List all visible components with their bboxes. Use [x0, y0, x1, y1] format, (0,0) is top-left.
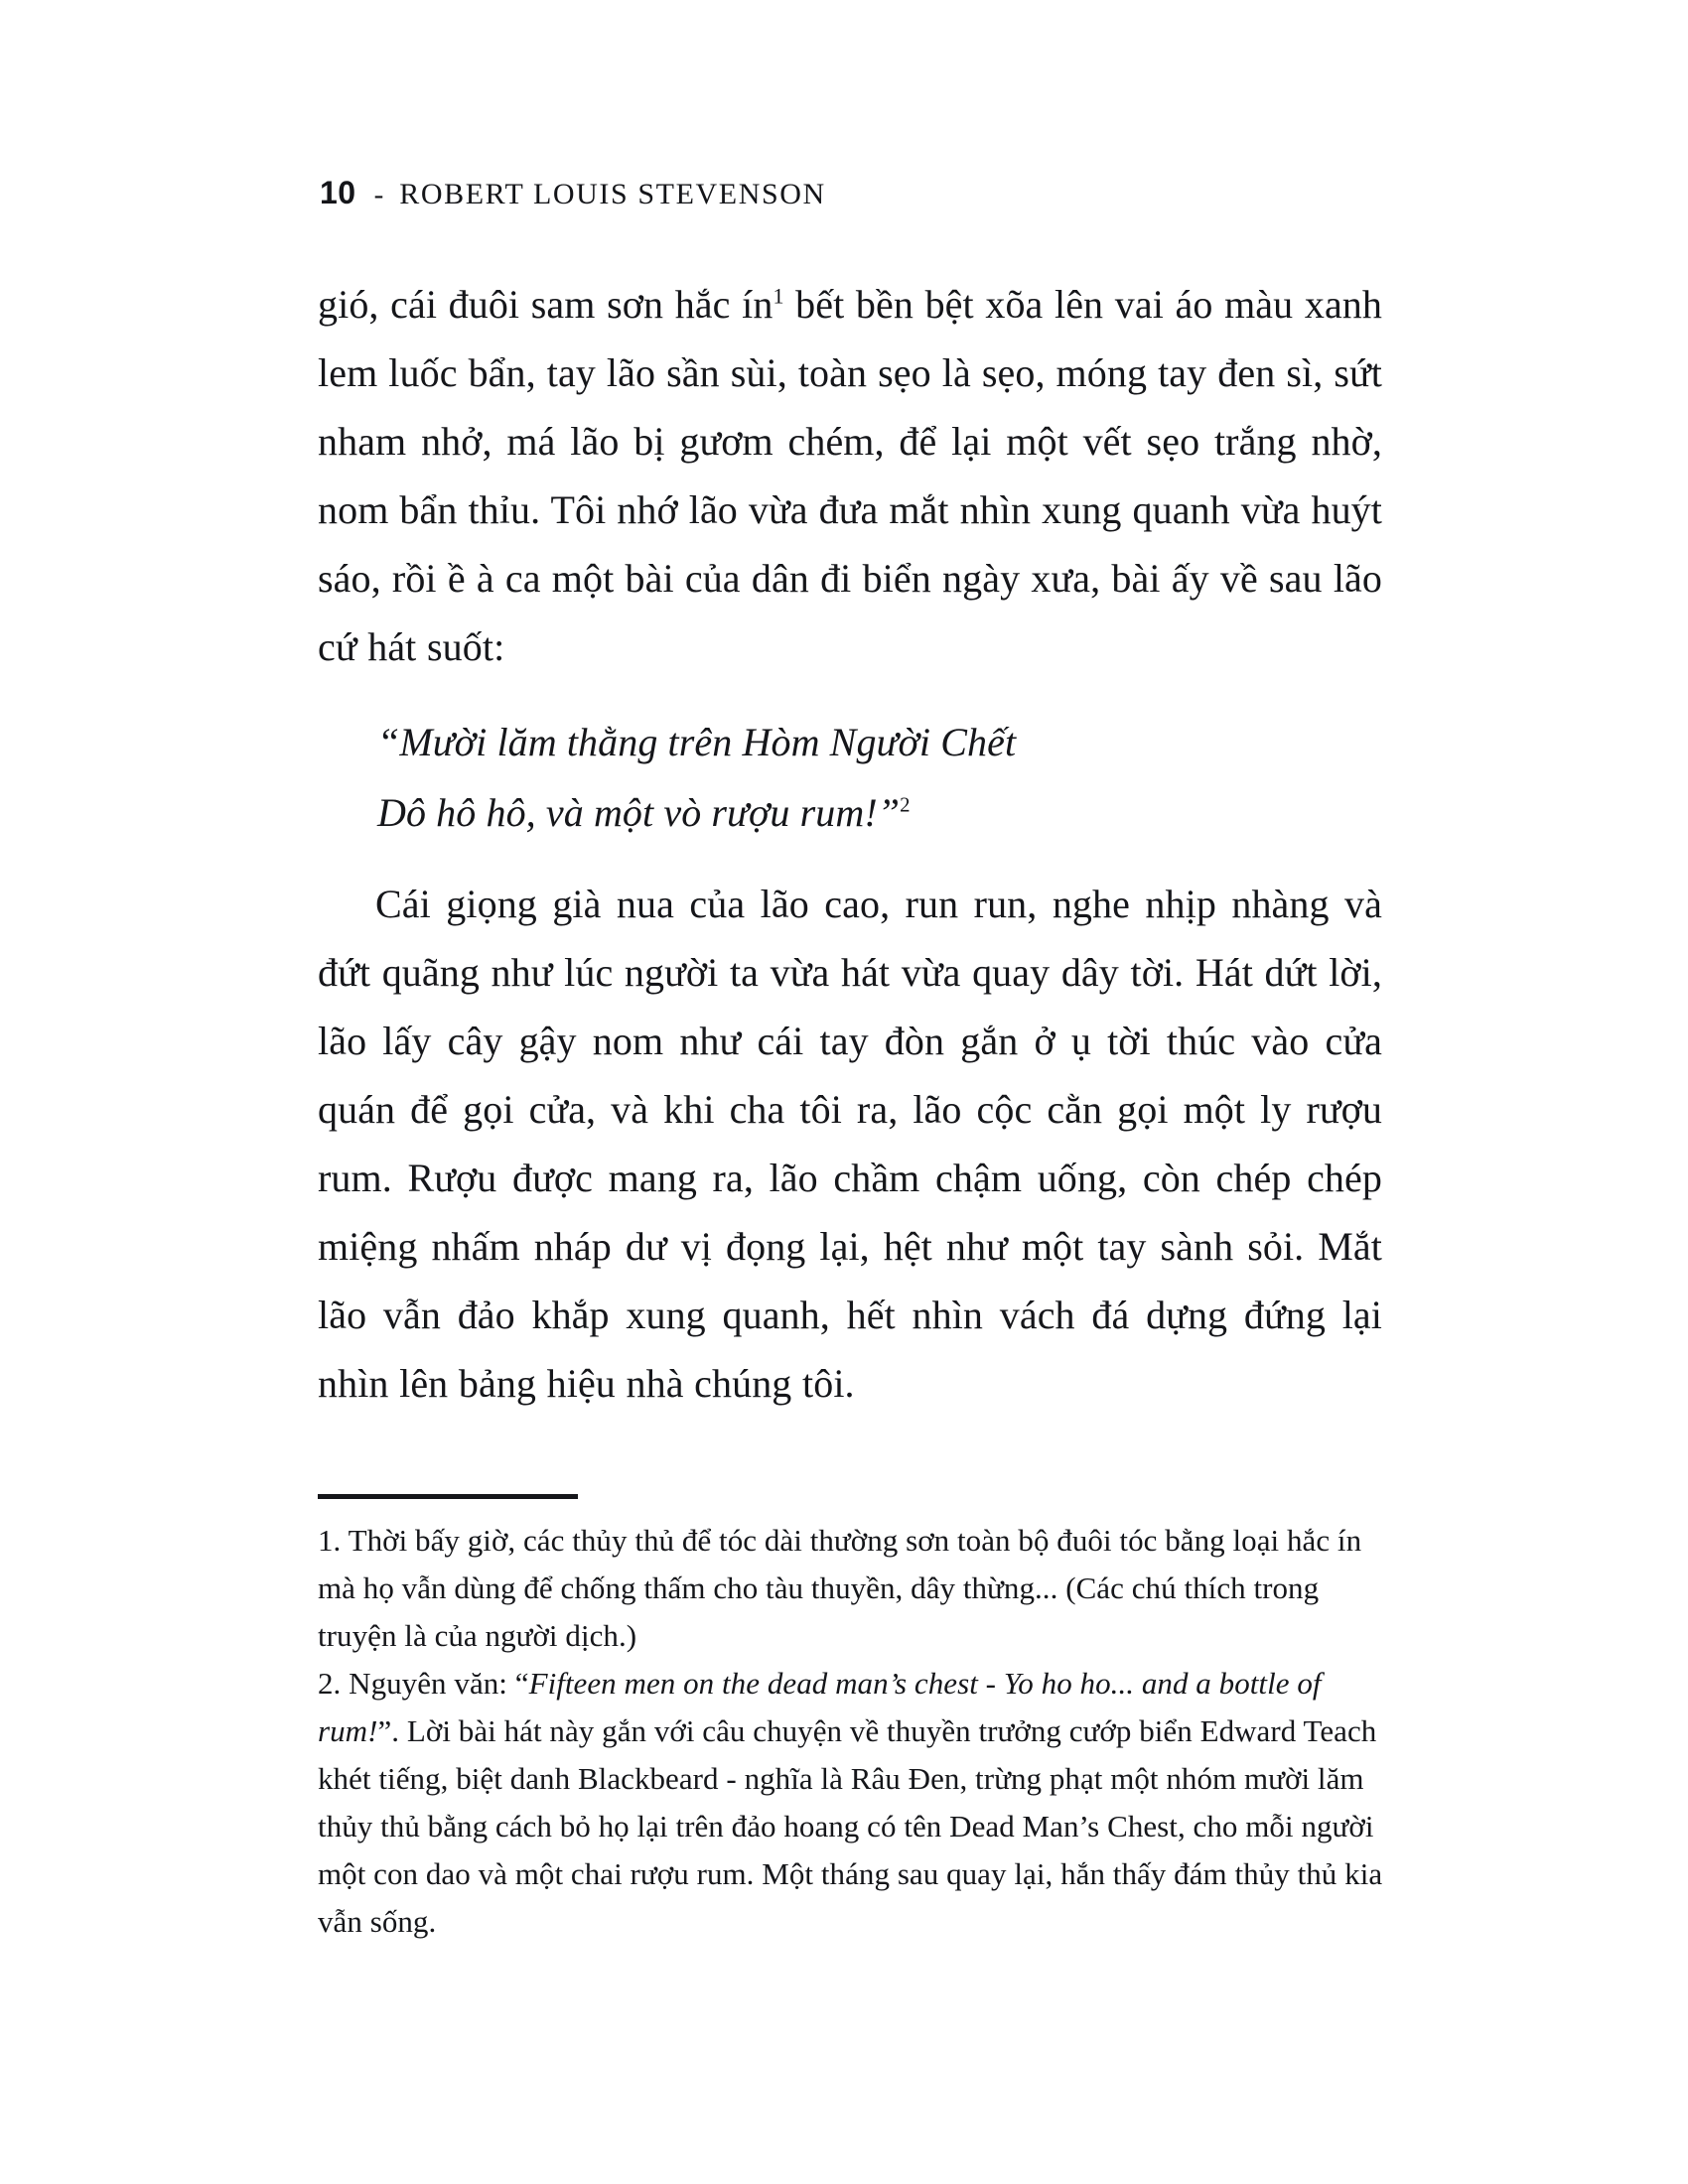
verse-line-2 [377, 777, 1382, 848]
running-head-separator: - [373, 179, 384, 210]
body-paragraph-2: Cái giọng già nua của lão cao, run run, nghe nhịp nhàng và đứt quãng như lúc người ta vừa hát vừa quay dây tời. Hát dứt lời, lão lấy cây gậy nom như cái tay đòn gắn ở ụ tời thúc vào cửa quán để gọi cửa, và khi cha tôi ra, lão cộc cằn gọi một ly rượu rum. Rượu được mang ra, lão chầm chậm uống, còn chép chép miệng nhấm nháp dư vị đọng lại, hệt như một tay sành sỏi. Mắt lão vẫn đảo khắp xung quanh, hết nhìn vách đá dựng đứng lại nhìn lên bảng hiệu nhà chúng tôi. [318, 882, 1382, 1406]
footnote-separator-rule [318, 1494, 578, 1499]
footnote-marker-2[interactable]: 2 [900, 793, 911, 817]
verse-line-1: “Mười lăm thằng trên Hòm Người Chết [377, 720, 1017, 764]
footnote-section [318, 1494, 1388, 1946]
song-verse-block [318, 707, 1382, 848]
verse-line-2-text: Dô hô hô, và một vò rượu rum!” [377, 790, 901, 835]
footnote-2-lead: 2. Nguyên văn: “ [318, 1666, 529, 1701]
page-number: 10 [320, 175, 356, 210]
running-head-author: ROBERT LOUIS STEVENSON [399, 178, 826, 210]
paragraph-1-continuation: bết bền bệt xõa lên vai áo màu xanh lem luốc bẩn, tay lão sần sùi, toàn sẹo là sẹo, móng tay đen sì, sứt nham nhở, má lão bị gươm chém, để lại một vết sẹo trắng nhờ, nom bẩn thỉu. Tôi nhớ lão vừa đưa mắt nhìn xung quanh vừa huýt sáo, rồi ề à ca một bài của dân đi biển ngày xưa, bài ấy về sau lão cứ hát suốt: [318, 282, 1383, 669]
running-head [320, 175, 826, 211]
main-text-block [318, 270, 1382, 1418]
footnote-2-original-lyrics: Fifteen men on the dead man’s chest - Yo ho ho... and a bottle of rum! [318, 1666, 1322, 1748]
footnote-2-rest: ”. Lời bài hát này gắn với câu chuyện về thuyền trưởng cướp biển Edward Teach khét tiếng, biệt danh Blackbeard - nghĩa là Râu Đen, trừng phạt một nhóm mười lăm thủy thủ bằng cách bỏ họ lại trên đảo hoang có tên Dead Man’s Chest, cho mỗi người một con dao và một chai rượu rum. Một tháng sau quay lại, hắn thấy đám thủy thủ kia vẫn sống. [318, 1713, 1383, 1939]
footnote-marker-1[interactable]: 1 [773, 283, 784, 309]
footnote-2 [318, 1660, 1388, 1946]
paragraph-1-opening: gió, cái đuôi sam sơn hắc ín [318, 282, 774, 327]
footnote-1: 1. Thời bấy giờ, các thủy thủ để tóc dài thường sơn toàn bộ đuôi tóc bằng loại hắc ín mà họ vẫn dùng để chống thấm cho tàu thuyền, dây thừng... (Các chú thích trong truyện là của người dịch.) [318, 1523, 1362, 1653]
body-paragraph-1 [318, 270, 1382, 681]
